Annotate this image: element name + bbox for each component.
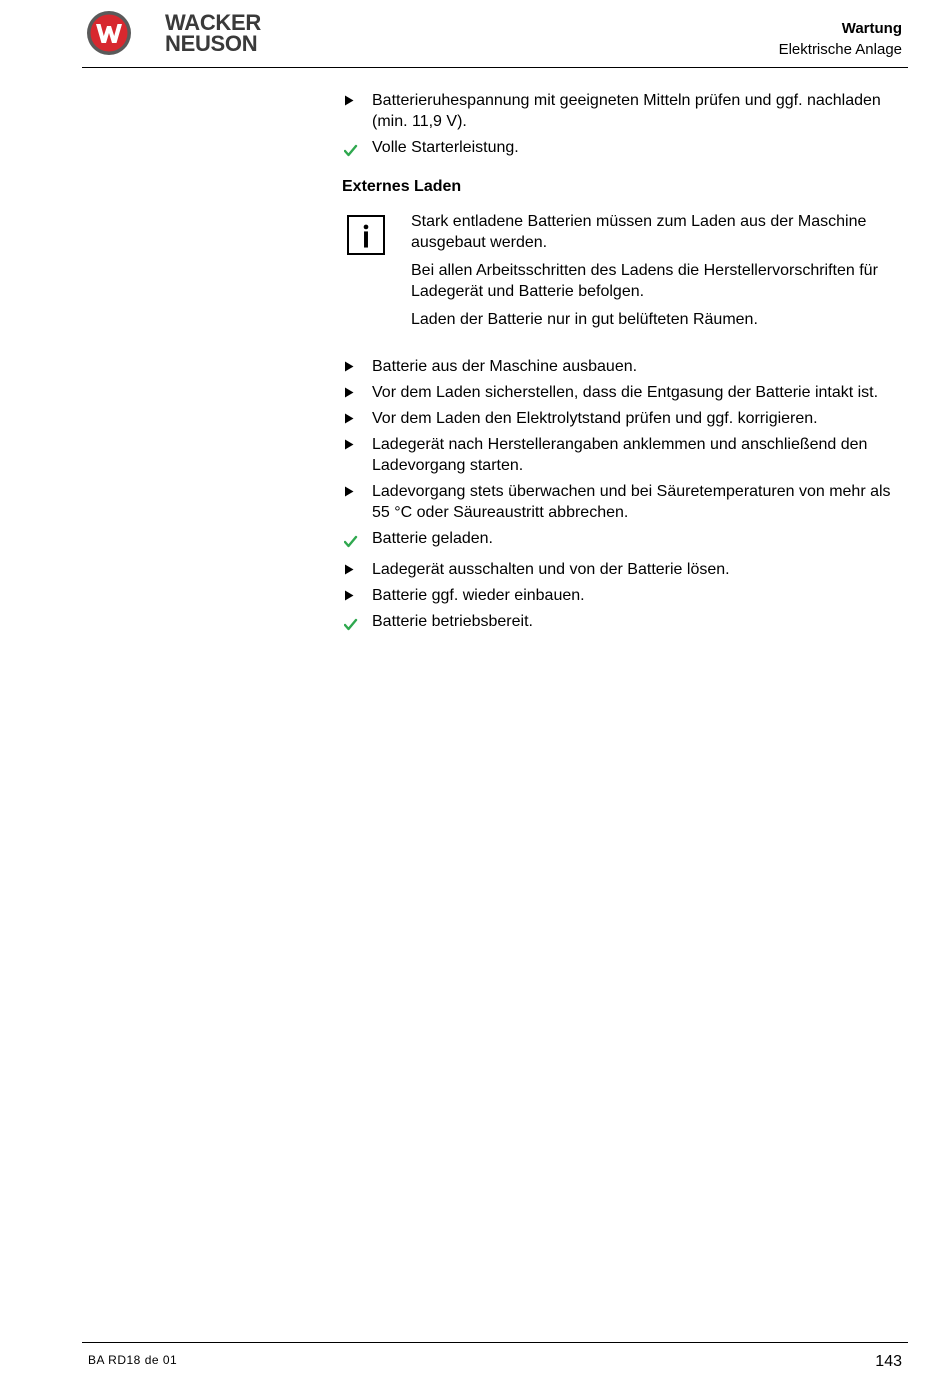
- step-item: [342, 356, 910, 377]
- info-paragraph: Laden der Batterie nur in gut belüfteten Räumen.: [411, 311, 758, 328]
- step-item: [342, 90, 910, 132]
- item-text: Ladegerät ausschalten und von der Batterie lösen.: [372, 561, 730, 578]
- triangle-bullet-icon: [344, 434, 358, 455]
- item-text: Vor dem Laden den Elektrolytstand prüfen und ggf. korrigieren.: [372, 410, 818, 427]
- triangle-bullet-icon: [344, 481, 358, 502]
- wacker-neuson-logo-icon: [86, 10, 132, 56]
- step-item: [342, 481, 910, 523]
- step-item: [342, 559, 910, 580]
- page-content: [342, 90, 910, 642]
- triangle-bullet-icon: [344, 408, 358, 429]
- item-text: Ladegerät nach Herstellerangaben anklemmen und anschließend den Ladevorgang starten.: [372, 436, 868, 474]
- checkmark-icon: [344, 611, 358, 632]
- chapter-title: Wartung: [841, 20, 902, 37]
- triangle-bullet-icon: [344, 356, 358, 377]
- section-heading: Externes Laden: [342, 178, 462, 195]
- result-item: [342, 611, 910, 632]
- intro-list: [342, 90, 910, 158]
- header-titles: [779, 19, 902, 61]
- item-text: Batterieruhespannung mit geeigneten Mitteln prüfen und ggf. nachladen (min. 11,9 V).: [372, 92, 881, 130]
- triangle-bullet-icon: [344, 585, 358, 606]
- info-paragraph: Bei allen Arbeitsschritten des Ladens die Herstellervorschriften für Ladegerät und Batterie befolgen.: [411, 262, 878, 300]
- logo-line-2: NEUSON: [165, 31, 258, 56]
- info-icon: [347, 215, 385, 255]
- checkmark-icon: [344, 528, 358, 549]
- triangle-bullet-icon: [344, 382, 358, 403]
- item-text: Batterie geladen.: [372, 530, 493, 547]
- info-paragraph: Stark entladene Batterien müssen zum Laden aus der Maschine ausgebaut werden.: [411, 213, 867, 251]
- step-item: [342, 585, 910, 606]
- wacker-neuson-logo-text: [165, 12, 261, 54]
- checkmark-icon: [344, 137, 358, 158]
- result-item: [342, 137, 910, 158]
- steps-list: [342, 356, 910, 632]
- section-title: Elektrische Anlage: [778, 41, 902, 58]
- document-id: BA RD18 de 01: [88, 1353, 178, 1367]
- item-text: Batterie aus der Maschine ausbauen.: [372, 358, 638, 375]
- footer-divider: [82, 1342, 908, 1343]
- page-header: [0, 0, 950, 70]
- item-text: Volle Starterleistung.: [372, 139, 519, 156]
- triangle-bullet-icon: [344, 90, 358, 111]
- info-note: [342, 211, 910, 330]
- step-item: [342, 434, 910, 476]
- page-number: 143: [875, 1353, 902, 1370]
- item-text: Batterie ggf. wieder einbauen.: [372, 587, 585, 604]
- result-item: [342, 528, 910, 549]
- step-item: [342, 382, 910, 403]
- header-divider: [82, 67, 908, 68]
- triangle-bullet-icon: [344, 559, 358, 580]
- item-text: Batterie betriebsbereit.: [372, 613, 533, 630]
- item-text: Ladevorgang stets überwachen und bei Säuretemperaturen von mehr als 55 °C oder Säureaustritt abbrechen.: [372, 483, 891, 521]
- logo-line-1: WACKER: [165, 10, 261, 35]
- item-text: Vor dem Laden sicherstellen, dass die Entgasung der Batterie intakt ist.: [372, 384, 879, 401]
- info-paragraphs: [411, 211, 910, 330]
- step-item: [342, 408, 910, 429]
